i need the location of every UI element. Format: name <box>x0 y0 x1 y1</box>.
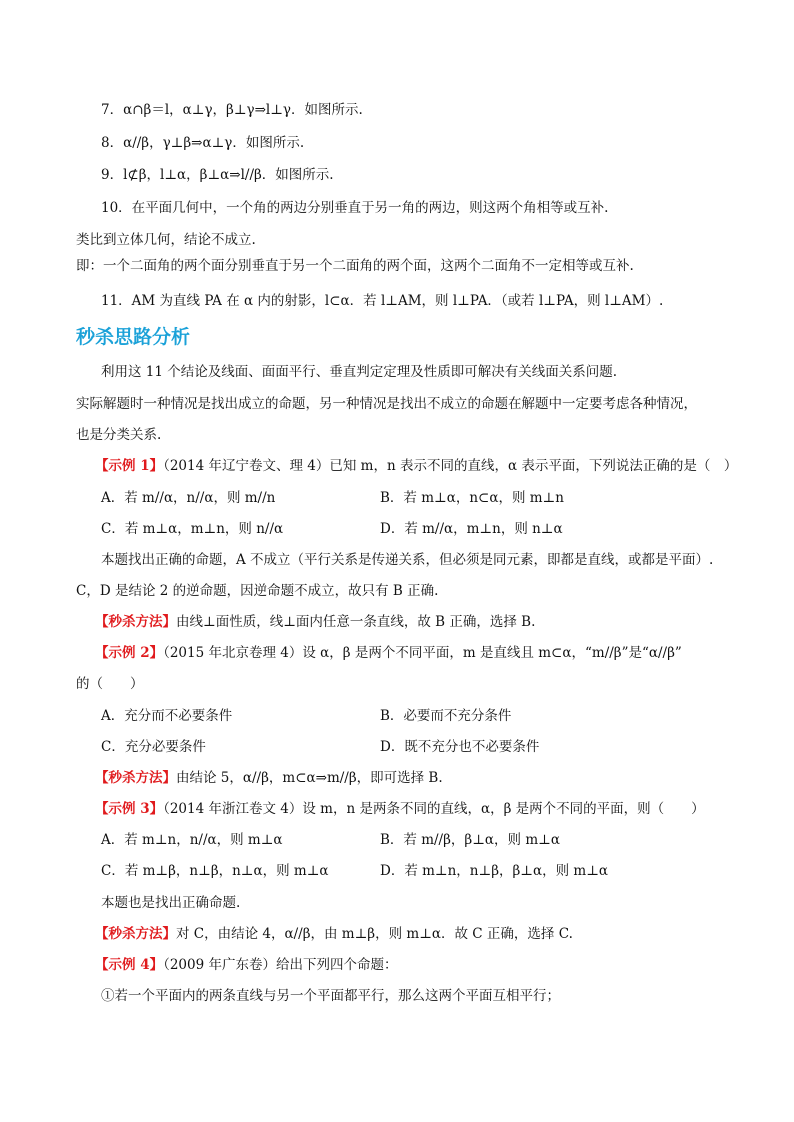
conclusion-10: 10．在平面几何中，一个角的两边分别垂直于另一角的两边，则这两个角相等或互补. <box>101 200 609 216</box>
conclusion-10-solid: 类比到立体几何，结论不成立. <box>76 232 256 248</box>
example-4-stem <box>95 955 398 975</box>
example-1-method <box>95 612 535 632</box>
intro-paragraph-1: 利用这 11 个结论及线面、面面平行、垂直判定定理及性质即可解决有关线面关系问题. <box>101 364 618 380</box>
example-1-option-d: D．若 m//α，m⊥n，则 n⊥α <box>380 521 563 537</box>
example-3-method <box>95 924 573 944</box>
conclusion-9: 9．l⊄β，l⊥α，β⊥α⇒l//β．如图所示. <box>101 167 334 183</box>
example-1-analysis-2: C，D 是结论 2 的逆命题，因逆命题不成立，故只有 B 正确. <box>76 583 439 599</box>
example-2-method <box>95 768 443 788</box>
example-4-item-1: ①若一个平面内的两条直线与另一个平面都平行，那么这两个平面互相平行； <box>101 988 560 1004</box>
example-3-option-a: A．若 m⊥n，n//α，则 m⊥α <box>101 832 283 848</box>
example-1-analysis-1: 本题找出正确的命题，A 不成立（平行关系是传递关系，但必须是同元素，即都是直线，或都是平面）. <box>101 552 714 568</box>
intro-paragraph-3: 也是分类关系. <box>76 427 162 443</box>
example-1-tag: 【示例 1】 <box>95 458 164 474</box>
conclusion-7: 7．α∩β＝l，α⊥γ，β⊥γ⇒l⊥γ．如图所示. <box>101 102 363 118</box>
intro-paragraph-2: 实际解题时一种情况是找出成立的命题，另一种情况是找出不成立的命题在解题中一定要考虑各种情况， <box>76 396 697 412</box>
example-2-option-a: A．充分而不必要条件 <box>101 708 233 724</box>
conclusion-11: 11．AM 为直线 PA 在 α 内的射影，l⊂α．若 l⊥AM，则 l⊥PA．（或若 l⊥PA，则 l⊥AM）. <box>101 293 664 309</box>
example-2-stem <box>95 643 682 663</box>
example-3-text: （2014 年浙江卷文 4）设 m，n 是两条不同的直线，α，β 是两个不同的平面，则（ ） <box>163 801 705 817</box>
example-1-option-b: B．若 m⊥α，n⊂α，则 m⊥n <box>380 490 564 506</box>
example-3-option-d: D．若 m⊥n，n⊥β，β⊥α，则 m⊥α <box>380 863 609 879</box>
example-2-text: （2015 年北京卷理 4）设 α，β 是两个不同平面，m 是直线且 m⊂α，“m//β”是“α//β” <box>163 645 682 661</box>
example-3-option-c: C．若 m⊥β，n⊥β，n⊥α，则 m⊥α <box>101 863 329 879</box>
example-1-method-text: 由线⊥面性质，线⊥面内任意一条直线，故 B 正确，选择 B. <box>176 614 536 630</box>
example-2-option-d: D．既不充分也不必要条件 <box>380 739 540 755</box>
example-3-option-b: B．若 m//β，β⊥α，则 m⊥α <box>380 832 560 848</box>
example-3-stem <box>95 799 705 819</box>
conclusion-10-note: 即：一个二面角的两个面分别垂直于另一个二面角的两个面，这两个二面角不一定相等或互补. <box>76 258 634 274</box>
section-title: 秒杀思路分析 <box>76 326 191 348</box>
conclusion-8: 8．α//β，γ⊥β⇒α⊥γ．如图所示. <box>101 135 305 151</box>
example-2-option-b: B．必要而不充分条件 <box>380 708 512 724</box>
example-2-tag: 【示例 2】 <box>95 645 164 661</box>
example-3-tag: 【示例 3】 <box>95 801 164 817</box>
example-1-option-a: A．若 m//α，n//α，则 m//n <box>101 490 276 506</box>
example-2-method-tag: 【秒杀方法】 <box>95 770 176 786</box>
example-1-stem <box>95 456 737 476</box>
example-4-tag: 【示例 4】 <box>95 957 164 973</box>
example-1-text: （2014 年辽宁卷文、理 4）已知 m，n 表示不同的直线，α 表示平面，下列说法正确的是（ ） <box>163 458 738 474</box>
example-3-analysis: 本题也是找出正确命题. <box>101 895 241 911</box>
example-1-method-tag: 【秒杀方法】 <box>95 614 176 630</box>
example-2-option-c: C．充分必要条件 <box>101 739 206 755</box>
example-3-method-text: 对 C，由结论 4，α//β，由 m⊥β，则 m⊥α．故 C 正确，选择 C. <box>176 926 573 942</box>
example-3-method-tag: 【秒杀方法】 <box>95 926 176 942</box>
example-1-option-c: C．若 m⊥α，m⊥n，则 n//α <box>101 521 284 537</box>
example-4-text: （2009 年广东卷）给出下列四个命题： <box>163 957 398 973</box>
example-2-stem-2: 的（ ） <box>76 676 144 692</box>
example-2-method-text: 由结论 5，α//β，m⊂α⇒m//β，即可选择 B. <box>176 770 443 786</box>
